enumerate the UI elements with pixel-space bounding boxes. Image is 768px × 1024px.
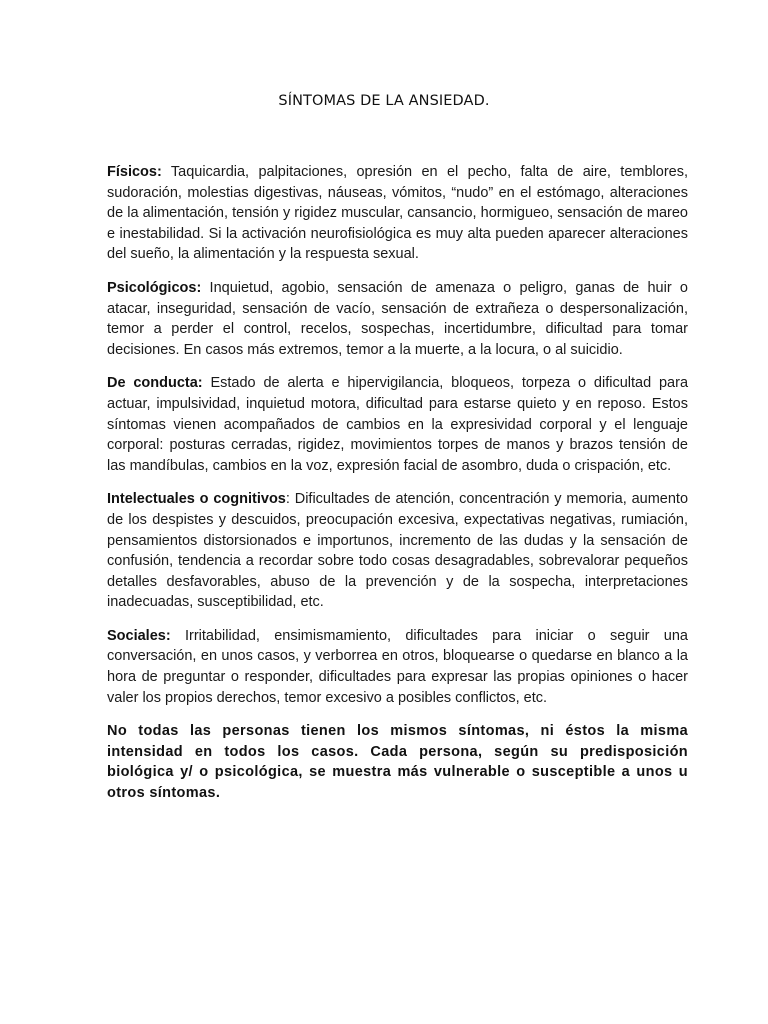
section-fisicos <box>107 162 688 265</box>
section-text: Estado de alerta e hipervigilancia, bloqueos, torpeza o dificultad para actuar, impulsividad, inquietud motora, dificultad para estarse quieto y en reposo. Estos síntomas vienen acompañados de cambios en la expresividad corporal y el lenguaje corporal: posturas cerradas, rigidez, movimientos torpes de manos y brazos tensión de las mandíbulas, cambios en la voz, expresión facial de asombro, duda o crispación, etc. <box>107 375 689 474</box>
section-psicologicos <box>107 278 688 360</box>
document-title: SÍNTOMAS DE LA ANSIEDAD. <box>278 93 490 109</box>
section-text: Irritabilidad, ensimismamiento, dificultades para iniciar o seguir una conversación, en unos casos, y verborrea en otros, bloquearse o quedarse en blanco a la hora de preguntar o responder, dificultades para expresar las propias opiniones o hacer valer los propios derechos, temor excesivo a posibles conflictos, etc. <box>107 627 688 706</box>
document-body <box>107 162 688 817</box>
section-heading: Físicos: <box>107 164 162 180</box>
section-text: : Dificultades de atención, concentración y memoria, aumento de los despistes y descuidos, preocupación excesiva, expectativas negativas, rumiación, pensamientos distorsionados e importunos, incremento de las dudas y la sensación de confusión, tendencia a recordar sobre todo cosas desagradables, sobrevalorar pequeños detalles desfavorables, abuso de la prevención y de la sospecha, interpretaciones inadecuadas, susceptibilidad, etc. <box>107 491 689 611</box>
section-text: Taquicardia, palpitaciones, opresión en el pecho, falta de aire, temblores, sudoración, molestias digestivas, náuseas, vómitos, “nudo” en el estómago, alteraciones de la alimentación, tensión y rigidez muscular, cansancio, hormigueo, sensación de mareo e inestabilidad. Si la activación neurofisiológica es muy alta pueden aparecer alteraciones del sueño, la alimentación y la respuesta sexual. <box>107 164 688 263</box>
section-heading: Psicológicos: <box>107 279 202 296</box>
closing-note: No todas las personas tienen los mismos síntomas, ni éstos la misma intensidad en todos los casos. Cada persona, según su predisposición biológica y/ o psicológica, se muestra más vulnerable o susceptible a unos u otros síntomas. <box>107 723 688 802</box>
section-de-conducta <box>107 373 688 476</box>
section-sociales <box>107 626 688 708</box>
section-heading: Sociales: <box>107 627 171 644</box>
section-text: Inquietud, agobio, sensación de amenaza o peligro, ganas de huir o atacar, inseguridad, sensación de vacío, sensación de extrañeza o despersonalización, temor a perder el control, recelos, sospechas, incertidumbre, dificultad para tomar decisiones. En casos más extremos, temor a la muerte, a la locura, o al suicidio. <box>107 279 688 358</box>
section-intelectuales <box>107 489 688 613</box>
section-heading: Intelectuales o cognitivos <box>107 491 286 508</box>
section-heading: De conducta: <box>107 375 203 392</box>
